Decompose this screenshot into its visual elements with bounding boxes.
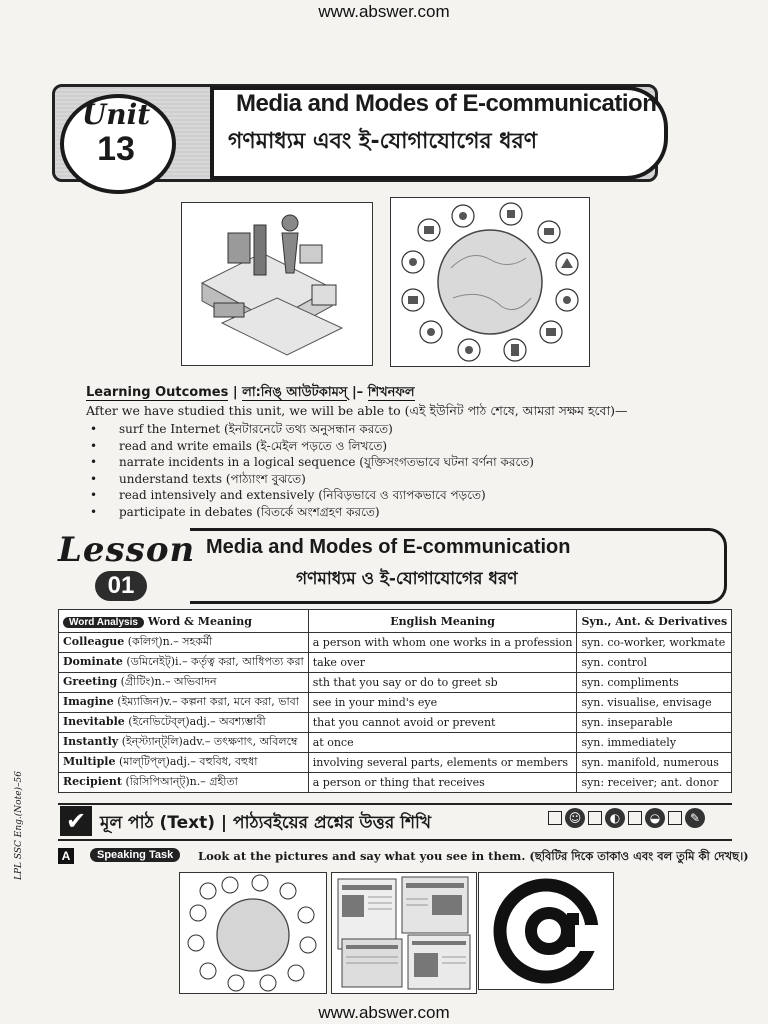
word-analysis-badge: Word Analysis bbox=[63, 617, 144, 628]
list-item: • narrate incidents in a logical sequence (যুক্তিসংগতভাবে ঘটনা বর্ণনা করতে) bbox=[90, 454, 534, 471]
table-header-row bbox=[59, 610, 732, 633]
writing-icon: ✎ bbox=[685, 808, 705, 828]
word-detail: (ইম্যাজিন)v.– কল্পনা করা, মনে করা, ভাবা bbox=[113, 695, 299, 708]
word: Colleague bbox=[63, 635, 125, 648]
checkbox-icon bbox=[548, 811, 562, 825]
english-cell: involving several parts, elements or members bbox=[308, 753, 577, 773]
unit-label: Unit bbox=[81, 98, 151, 131]
list-item: • surf the Internet (ইনটারনেটে তথ্য অনুসন্ধান করতে) bbox=[90, 421, 534, 438]
word-detail: (ডমিনেইট্)i.– কর্তৃত্ব করা, আধিপত্য করা bbox=[122, 655, 304, 668]
list-item: • read and write emails (ই-মেইল পড়তে ও লিখতে) bbox=[90, 438, 534, 455]
word: Inevitable bbox=[63, 715, 125, 728]
word-detail: (ইন্‌স্ট্যান্ট্‌লি)adv.– তৎক্ষণাৎ, অবিলম্বে bbox=[118, 735, 298, 748]
word: Recipient bbox=[63, 775, 122, 788]
at-sign-picture bbox=[478, 872, 614, 990]
globe-picture bbox=[179, 872, 327, 994]
site-footer: www.abswer.com bbox=[318, 1003, 450, 1022]
word-cell bbox=[59, 633, 309, 653]
word-cell bbox=[59, 733, 309, 753]
skill-icons-row bbox=[548, 808, 705, 828]
word-cell bbox=[59, 693, 309, 713]
word: Imagine bbox=[63, 695, 114, 708]
list-item: • read intensively and extensively (নিবিড়ভাবে ও ব্যাপকভাবে পড়তে) bbox=[90, 487, 534, 504]
syn-cell: syn: receiver; ant. donor bbox=[577, 773, 732, 793]
word-detail: (গ্রীটিং)n.– অভিবাদন bbox=[117, 675, 217, 688]
word: Dominate bbox=[63, 655, 123, 668]
text-section-title: মূল পাঠ (Text) | পাঠ্যবইয়ের প্রশ্নের উত্তর শিখি bbox=[100, 813, 432, 833]
unit-number: 13 bbox=[97, 130, 135, 168]
puzzle-illustration bbox=[181, 202, 373, 366]
english-cell: a person or thing that receives bbox=[308, 773, 577, 793]
separator: | bbox=[232, 385, 243, 400]
list-item: • participate in debates (বিতর্কে অংশগ্রহণ করতে) bbox=[90, 504, 534, 521]
checkbox-icon bbox=[588, 811, 602, 825]
word-cell bbox=[59, 713, 309, 733]
check-mark-icon: ✔ bbox=[60, 806, 92, 836]
word-cell bbox=[59, 653, 309, 673]
list-item: • understand texts (পাঠ্যাংশ বুঝতে) bbox=[90, 471, 534, 488]
learning-outcomes-heading bbox=[86, 383, 415, 404]
syn-cell: syn. control bbox=[577, 653, 732, 673]
syn-cell: syn. visualise, envisage bbox=[577, 693, 732, 713]
syn-cell: syn. manifold, numerous bbox=[577, 753, 732, 773]
table-row bbox=[59, 713, 732, 733]
column-header-english: English Meaning bbox=[308, 610, 577, 633]
word-detail: (রিসিপিআন্ট্)n.– গ্রহীতা bbox=[121, 775, 238, 788]
table-row bbox=[59, 653, 732, 673]
learning-outcomes-bangla: শিখনফল bbox=[367, 385, 415, 400]
table-row bbox=[59, 633, 732, 653]
word: Multiple bbox=[63, 755, 116, 768]
word-detail: (মাল্‌টিপ্‌ল্)adj.– বহুবিধ, বহুধা bbox=[115, 755, 258, 768]
unit-title-english: Media and Modes of E-communication bbox=[236, 90, 657, 117]
word-cell bbox=[59, 773, 309, 793]
column-header-word bbox=[59, 610, 309, 633]
table-row bbox=[59, 733, 732, 753]
lesson-title-bangla: গণমাধ্যম ও ই-যোগাযোগের ধরণ bbox=[296, 569, 518, 589]
column-header-syn: Syn., Ant. & Derivatives bbox=[577, 610, 732, 633]
task-label: A bbox=[58, 848, 74, 864]
english-cell: see in your mind's eye bbox=[308, 693, 577, 713]
syn-cell: syn. compliments bbox=[577, 673, 732, 693]
globe-communication-illustration bbox=[390, 197, 590, 367]
word: Greeting bbox=[63, 675, 118, 688]
table-row bbox=[59, 673, 732, 693]
word-detail: (ইনেভিটেব্ল্)adj.– অবশ্যম্ভাবী bbox=[124, 715, 266, 728]
word-cell bbox=[59, 753, 309, 773]
checkbox-icon bbox=[628, 811, 642, 825]
table-row bbox=[59, 773, 732, 793]
side-note: LPL SSC Eng.(Note)–56 bbox=[14, 771, 24, 880]
word: Instantly bbox=[63, 735, 119, 748]
header-label: Word & Meaning bbox=[147, 614, 252, 628]
english-cell: take over bbox=[308, 653, 577, 673]
english-cell: sth that you say or do to greet sb bbox=[308, 673, 577, 693]
reading-icon: ◒ bbox=[645, 808, 665, 828]
listening-icon: ☺ bbox=[565, 808, 585, 828]
learning-outcomes-title: Learning Outcomes bbox=[86, 385, 229, 400]
separator: |– bbox=[351, 385, 368, 400]
speaking-task-instruction: Look at the pictures and say what you see in them. (ছবিটির দিকে তাকাও এবং বল তুমি কী দেখছ।) bbox=[198, 849, 749, 863]
syn-cell: syn. immediately bbox=[577, 733, 732, 753]
speaking-icon: ◐ bbox=[605, 808, 625, 828]
english-cell: a person with whom one works in a profession bbox=[308, 633, 577, 653]
learning-outcomes-list bbox=[90, 421, 534, 520]
site-header: www.abswer.com bbox=[318, 2, 450, 21]
lesson-title-english: Media and Modes of E-communication bbox=[206, 536, 571, 558]
unit-title-bangla: গণমাধ্যম এবং ই-যোগাযোগের ধরণ bbox=[228, 129, 538, 154]
word-detail: (কলিগ্)n.– সহকর্মী bbox=[124, 635, 213, 648]
table-row bbox=[59, 753, 732, 773]
word-analysis-table bbox=[58, 609, 732, 793]
syn-cell: syn. co-worker, workmate bbox=[577, 633, 732, 653]
lesson-label: Lesson bbox=[58, 530, 196, 570]
table-row bbox=[59, 693, 732, 713]
word-cell bbox=[59, 673, 309, 693]
newspapers-picture bbox=[331, 872, 477, 994]
syn-cell: syn. inseparable bbox=[577, 713, 732, 733]
speaking-task-badge: Speaking Task bbox=[90, 848, 180, 862]
lesson-number: 01 bbox=[95, 571, 147, 601]
checkbox-icon bbox=[668, 811, 682, 825]
learning-outcomes-pronunciation: লা:নিঙ্ আউটকামস্ bbox=[242, 385, 348, 400]
english-cell: at once bbox=[308, 733, 577, 753]
learning-outcomes-intro: After we have studied this unit, we will be able to (এই ইউনিট পাঠ শেষে, আমরা সক্ষম হবো)— bbox=[86, 403, 628, 418]
english-cell: that you cannot avoid or prevent bbox=[308, 713, 577, 733]
